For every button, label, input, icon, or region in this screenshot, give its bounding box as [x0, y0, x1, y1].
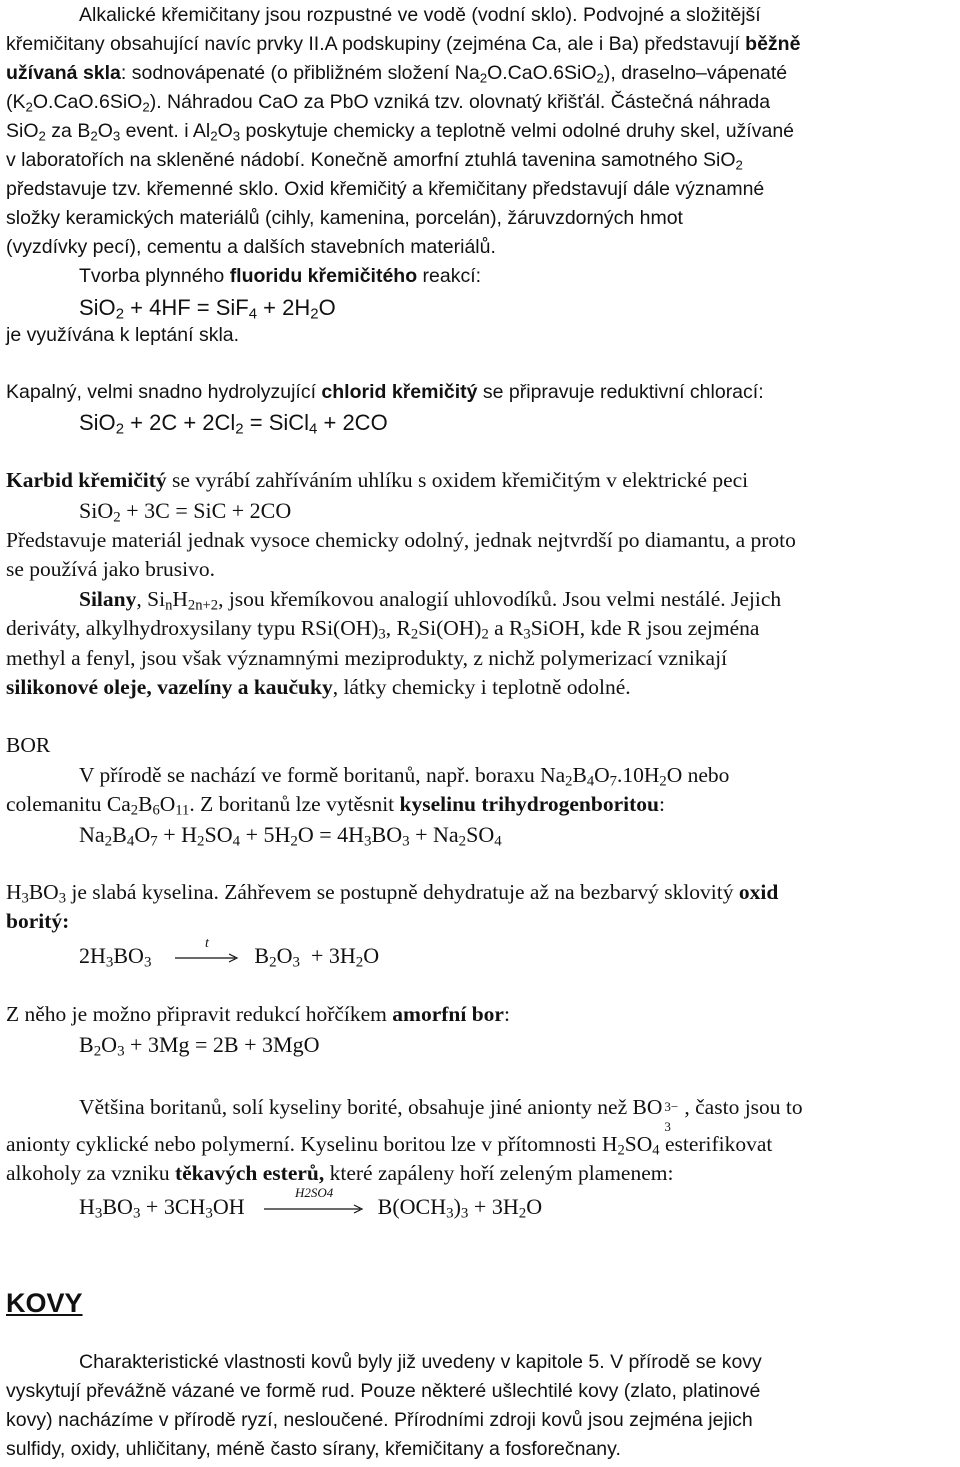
equation: $Na_2B_4O_7 + H_2SO_4 + 5H_2O = 4H_3BO_3 + Na_2SO_4$ [79, 822, 502, 850]
equation: $SiO_2 + 4HF = SiF_4 + 2H_2O$ [79, 295, 336, 323]
section-heading-bor: BOR [6, 733, 51, 757]
text-line: Charakteristické vlastnosti kovů byly již uvedeny v kapitole 5. V přírodě se kovy [79, 1351, 762, 1373]
text-line: $H_3BO_3$ je slabá kyselina. Záhřevem se postupně dehydratuje až na bezbarvý sklovitý oxid [6, 880, 779, 907]
arrow-condition-label: t [204, 935, 209, 951]
text-line: se používá jako brusivo. [6, 557, 215, 581]
text-line: boritý: [6, 909, 70, 933]
text-line: představuje tzv. křemenné sklo. Oxid křemičitý a křemičitany představují dále významné [6, 178, 765, 200]
text-line: v laboratořích na skleněné nádobí. Konečně amorfní ztuhlá tavenina samotného SiO$_2$ [6, 149, 743, 173]
text-line: Představuje materiál jednak vysoce chemicky odolný, jednak nejtvrdší po diamantu, a proto [6, 528, 796, 552]
text-line: je využívána k leptání skla. [6, 324, 240, 346]
text-line: užívaná skla: sodnovápenaté (o přibližném složení $Na_2O.CaO.6SiO_2$), draselno–vápenaté [6, 62, 788, 86]
equation-dehydration: $2H_3BO_3$ t $B_2O_3 + 3H_2O$ [79, 935, 380, 971]
text-line: methyl a fenyl, jsou však významnými meziprodukty, z nichž polymerizací vznikají [6, 646, 728, 670]
text-line: (vyzdívky pecí), cementu a dalších stavebních materiálů. [6, 236, 496, 258]
text-line: Alkalické křemičitany jsou rozpustné ve vodě (vodní sklo). Podvojné a složitější [79, 4, 761, 26]
text-line: Karbid křemičitý se vyrábí zahříváním uhlíku s oxidem křemičitým v elektrické peci [6, 468, 749, 492]
equation: $B_2O_3 + 3Mg = 2B + 3MgO$ [79, 1032, 320, 1060]
text-line: SiO$_2$ za $B_2O_3$ event. i $Al_2O_3$ poskytuje chemicky a teplotně velmi odolné druhy skel, užívané [6, 120, 795, 144]
text-line: Z něho je možno připravit redukcí hořčíkem amorfní bor: [6, 1002, 510, 1026]
text-line: sulfidy, oxidy, uhličitany, méně často sírany, křemičitany a fosforečnany. [6, 1438, 621, 1460]
text-line: Tvorba plynného fluoridu křemičitého reakcí: [79, 265, 482, 287]
text-line: Kapalný, velmi snadno hydrolyzující chlorid křemičitý se připravuje reduktivní chlorací: [6, 381, 764, 403]
text-line: $(K_2O.CaO.6SiO_2)$. Náhradou CaO za PbO vzniká tzv. olovnatý křišťál. Částečná náhrada [6, 91, 771, 115]
text-line: V přírodě se nachází ve formě boritanů, např. boraxu $Na_2B_4O_7.10H_2O$ nebo [79, 763, 730, 790]
equation: SiO$_2$ + 3C = SiC + 2CO [79, 498, 292, 526]
text-line: Silany, $Si_nH_{2n+2}$, jsou křemíkovou analogií uhlovodíků. Jsou velmi nestálé. Jejich [79, 587, 782, 614]
text-line: alkoholy za vzniku těkavých esterů, které zapáleny hoří zeleným plamenem: [6, 1161, 674, 1185]
reaction-arrow [175, 935, 239, 963]
section-heading-kovy: KOVY [6, 1288, 83, 1318]
arrow-condition-label: H2SO4 [295, 1184, 334, 1200]
equation: $SiO_2 + 2C + 2Cl_2$ = SiCl$_4$ + 2CO [79, 410, 388, 438]
equation-esterification: $H_3BO_3 + 3CH_3OH$ H2SO4 $B(OCH_3)_3 + 3H_2O$ [79, 1184, 543, 1222]
text-line: složky keramických materiálů (cihly, kamenina, porcelán), žáruvzdorných hmot [6, 207, 683, 229]
borate-ion: 3− 3 [664, 1099, 679, 1134]
text-line: anionty cyklické nebo polymerní. Kyselinu boritou lze v přítomnosti $H_2SO_4$ esterifikovat [6, 1132, 773, 1159]
text-line: colemanitu $Ca_2B_6O_{11}$. Z boritanů lze vytěsnit kyselinu trihydrogenboritou: [6, 792, 665, 819]
text-line: deriváty, alkylhydroxysilany typu $RSi(OH)_3$, $R_2Si(OH)_2$ a $R_3SiOH$, kde R jsou zejména [6, 616, 760, 643]
reaction-arrow [264, 1184, 364, 1214]
text-line: Většina boritanů, solí kyseliny borité, obsahuje jiné anionty než BO 3− 3 , často jsou to [79, 1095, 803, 1134]
text-line: silikonové oleje, vazelíny a kaučuky, látky chemicky i teplotně odolné. [6, 675, 631, 699]
text-line: kovy) nacházíme v přírodě ryzí, nesloučené. Přírodními zdroji kovů jsou zejména jejich [6, 1409, 753, 1431]
text-line: vyskytují převážně vázané ve formě rud. Pouze některé ušlechtilé kovy (zlato, platinové [6, 1380, 761, 1402]
text-line: křemičitany obsahující navíc prvky II.A podskupiny (zejména Ca, ale i Ba) představují běžně [6, 33, 801, 55]
